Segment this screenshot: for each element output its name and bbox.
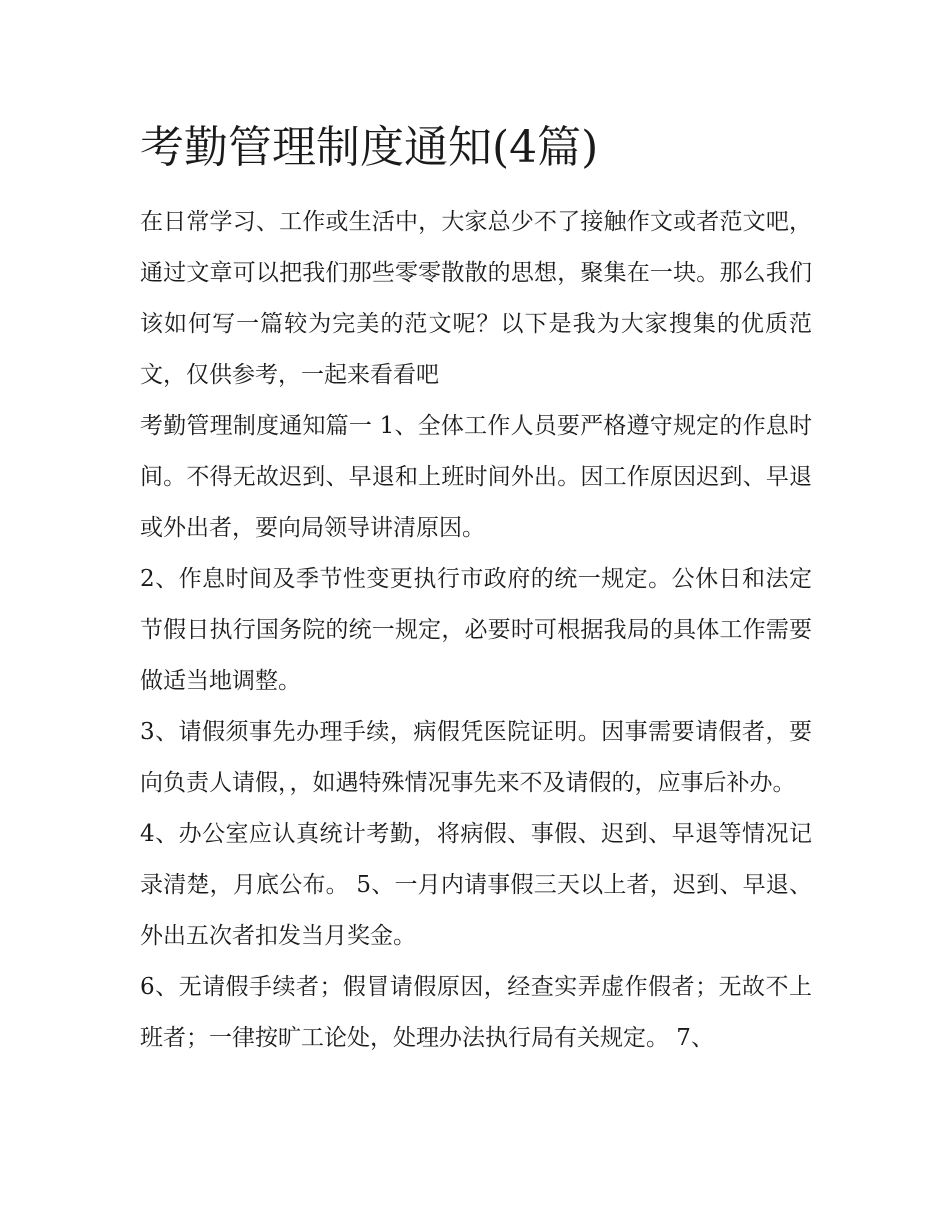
paragraph-rule-6-7: 6、无请假手续者；假冒请假原因，经查实弄虚作假者；无故不上班者；一律按旷工论处，处理办法执行局有关规定。 7、 (140, 974, 812, 1051)
document-title: 考勤管理制度通知(4篇) (140, 122, 599, 173)
paragraph-rule-3: 3、请假须事先办理手续，病假凭医院证明。因事需要请假者，要向负责人请假，，如遇特殊情况事先来不及请假的，应事后补办。 (140, 719, 812, 796)
paragraph-rule-4-5: 4、办公室应认真统计考勤，将病假、事假、迟到、早退等情况记录清楚，月底公布。 5、一月内请事假三天以上者，迟到、早退、外出五次者扣发当月奖金。 (140, 821, 812, 949)
paragraph-rule-2: 2、作息时间及季节性变更执行市政府的统一规定。公休日和法定节假日执行国务院的统一规定，必要时可根据我局的具体工作需要做适当地调整。 (140, 566, 812, 694)
document-body (140, 197, 812, 1064)
paragraph-intro: 在日常学习、工作或生活中，大家总少不了接触作文或者范文吧，通过文章可以把我们那些零零散散的思想，聚集在一块。那么我们该如何写一篇较为完美的范文呢？以下是我为大家搜集的优质范文，仅供参考，一起来看看吧 (140, 209, 812, 388)
paragraph-rule-1: 考勤管理制度通知篇一 1、全体工作人员要严格遵守规定的作息时间。不得无故迟到、早退和上班时间外出。因工作原因迟到、早退或外出者，要向局领导讲清原因。 (140, 413, 812, 541)
